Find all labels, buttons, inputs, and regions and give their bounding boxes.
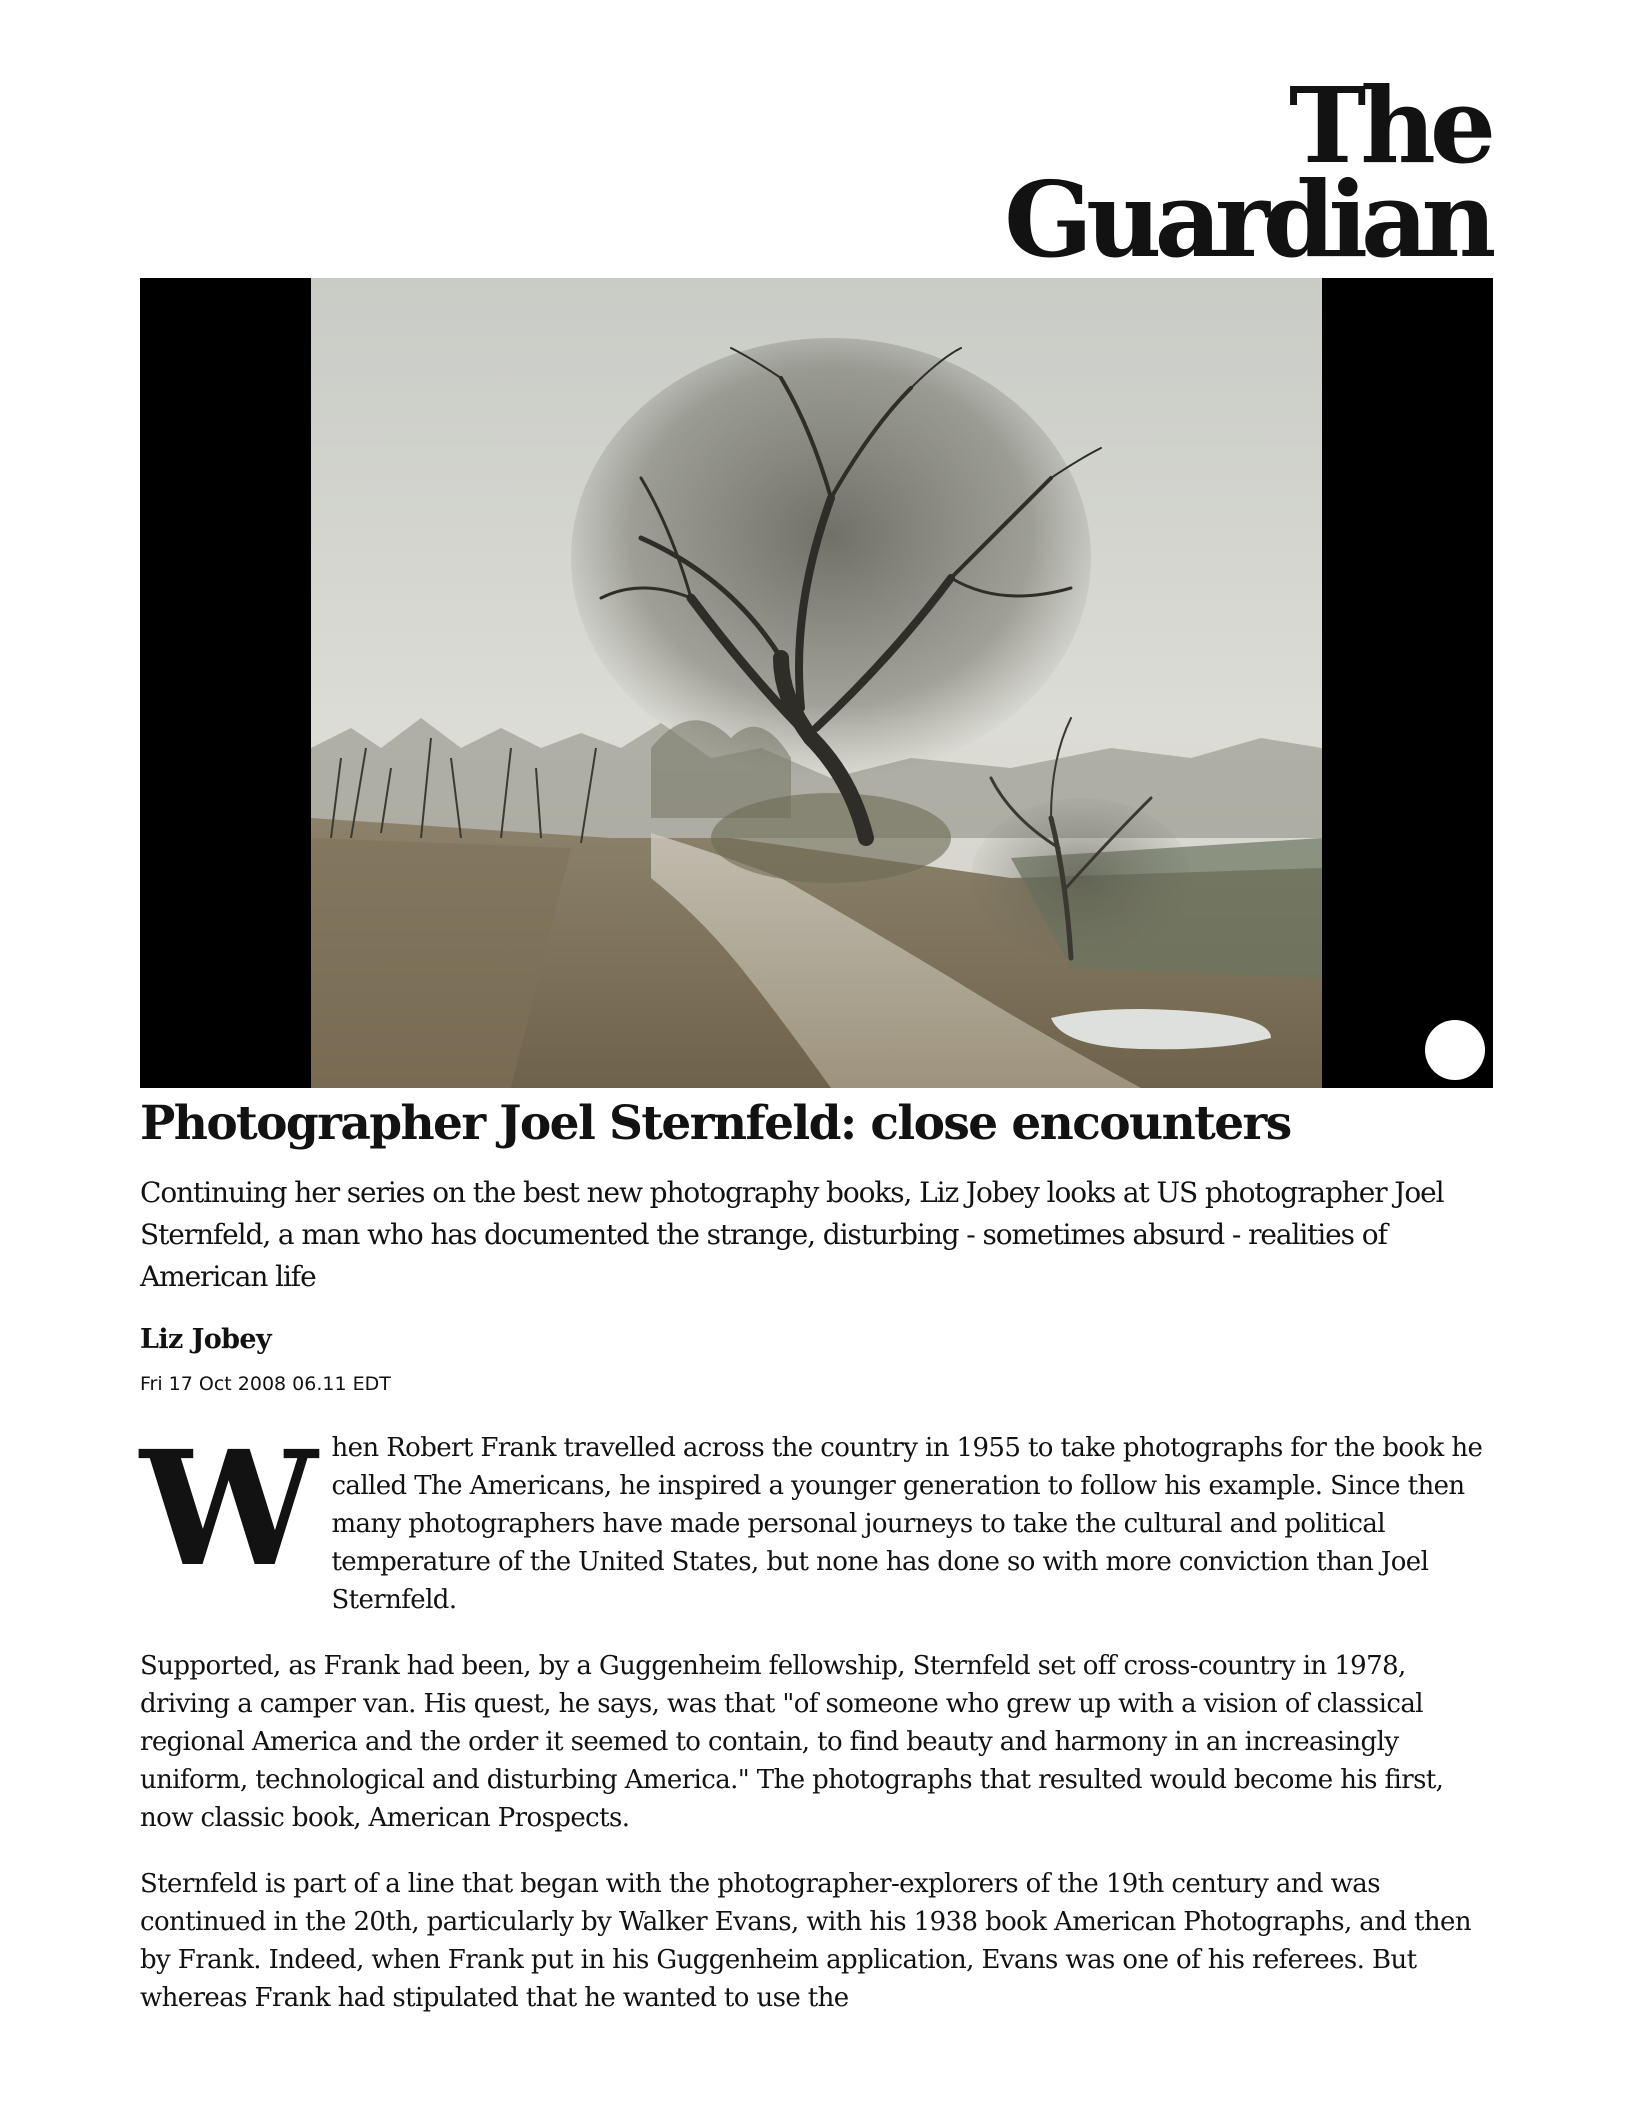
body-paragraph-1 <box>140 1417 1495 1619</box>
logo-line-guardian: Guardian <box>1004 158 1490 268</box>
article-standfirst: Continuing her series on the best new photography books, Liz Jobey looks at US photographer Joel Sternfeld, a man who has documented the strange, disturbing - sometimes absurd - realities of American life <box>140 1176 1444 1293</box>
body-paragraph-2: Supported, as Frank had been, by a Guggenheim fellowship, Sternfeld set off cross-country in 1978, driving a camper van. His quest, he says, was that "of someone who grew up with a vision of classical regional America and the order it seemed to contain, to find beauty and harmony in an increasingly uniform, technological and disturbing America." The photographs that resulted would become his first, now classic book, American Prospects. <box>140 1651 1444 1833</box>
author-byline-link[interactable]: Liz Jobey <box>140 1324 272 1355</box>
article-body <box>140 1417 1495 2045</box>
media-expand-button[interactable] <box>1425 1020 1485 1080</box>
article-photo <box>311 278 1322 1088</box>
logo-line-the: The <box>1288 72 1490 187</box>
publication-date: Fri 17 Oct 2008 06.11 EDT <box>140 1373 391 1395</box>
guardian-logo[interactable] <box>894 72 1494 268</box>
article-headline: Photographer Joel Sternfeld: close encounters <box>140 1096 1291 1151</box>
body-paragraph-3: Sternfeld is part of a line that began with the photographer-explorers of the 19th century and was continued in the 20th, particularly by Walker Evans, with his 1938 book American Photographs, and then by Frank. Indeed, when Frank put in his Guggenheim application, Evans was one of his referees. But whereas Frank had stipulated that he wanted to use the <box>140 1869 1471 2013</box>
paragraph-1-text: hen Robert Frank travelled across the country in 1955 to take photographs for the book he called The Americans, he inspired a younger generation to follow his example. Since then many photographers have made personal journeys to take the cultural and political temperature of the United States, but none has done so with more conviction than Joel Sternfeld. <box>331 1433 1483 1615</box>
drop-cap: W <box>140 1417 316 1602</box>
main-media <box>140 278 1493 1088</box>
